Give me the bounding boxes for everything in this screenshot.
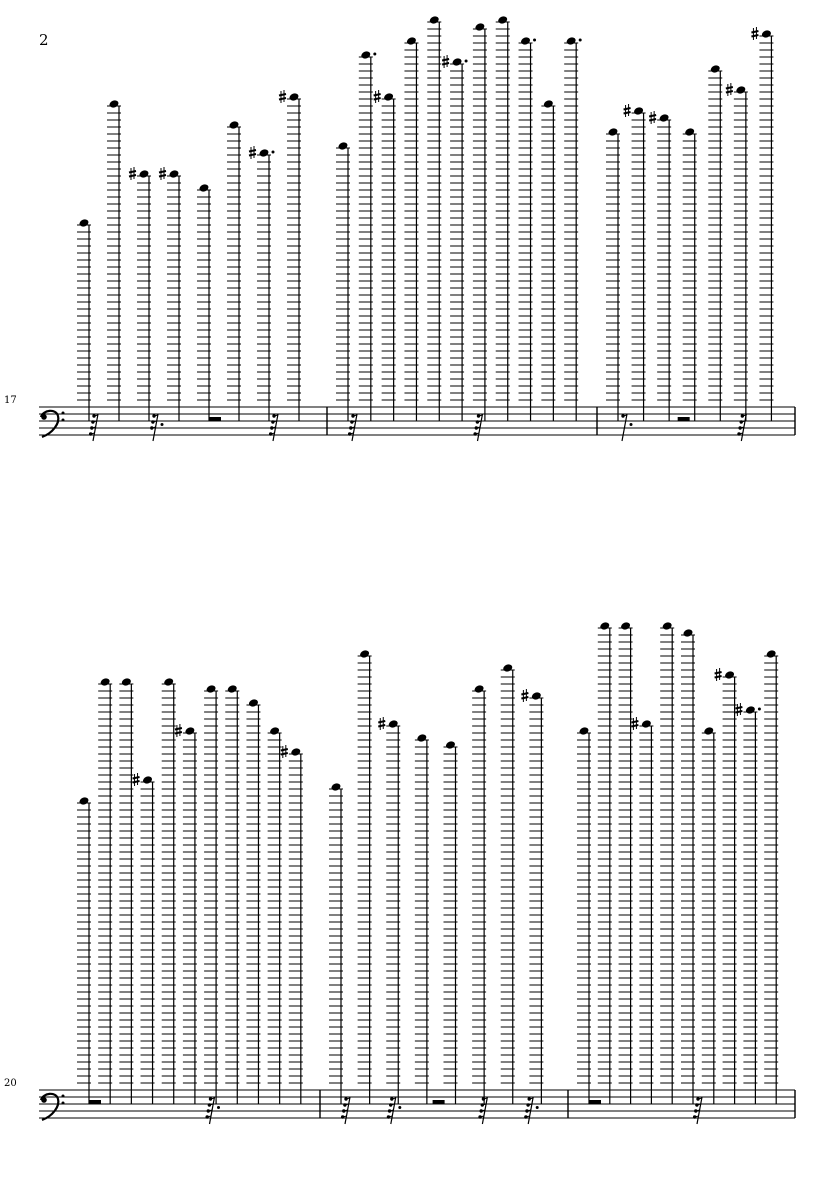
note <box>726 83 748 421</box>
note-head <box>761 29 772 39</box>
note-head <box>641 719 652 729</box>
note <box>764 649 778 1104</box>
note-head <box>497 15 508 25</box>
rest-half <box>209 417 221 421</box>
note-head <box>79 218 90 228</box>
note <box>598 621 612 1104</box>
augmentation-dot <box>217 1106 220 1109</box>
note <box>336 141 350 421</box>
sharp-sign <box>374 90 381 103</box>
note <box>708 64 722 421</box>
note-head <box>406 36 417 46</box>
note <box>619 621 633 1104</box>
note <box>279 90 301 421</box>
measure-number: 20 <box>4 1078 17 1089</box>
note-head <box>206 684 217 694</box>
note-head <box>543 99 554 109</box>
note <box>204 684 218 1104</box>
note <box>77 218 91 421</box>
note-head <box>331 782 342 792</box>
sharp-sign <box>726 83 733 96</box>
note <box>631 717 653 1104</box>
note <box>358 649 372 1104</box>
clef-dot <box>62 419 65 422</box>
note-head <box>724 670 735 680</box>
note-head <box>579 726 590 736</box>
note-head <box>566 36 577 46</box>
sharp-sign <box>715 668 722 681</box>
bass-clef <box>41 1094 65 1120</box>
note <box>246 698 260 1104</box>
note-head <box>502 663 513 673</box>
note <box>501 663 515 1104</box>
measure <box>577 621 778 1124</box>
note <box>98 677 112 1104</box>
sharp-sign <box>624 104 631 117</box>
note-head <box>662 621 673 631</box>
note <box>159 167 181 421</box>
note-head <box>229 120 240 130</box>
note <box>473 22 487 421</box>
note-head <box>360 50 371 60</box>
note <box>119 677 133 1104</box>
note <box>660 621 674 1104</box>
note <box>175 724 197 1104</box>
note <box>359 50 377 421</box>
sharp-sign <box>751 27 758 40</box>
note <box>442 55 468 421</box>
augmentation-dot <box>465 60 468 63</box>
note <box>521 689 543 1104</box>
note-head <box>633 106 644 116</box>
note <box>519 36 537 421</box>
augmentation-dot <box>579 39 582 42</box>
note-head <box>735 85 746 95</box>
rest-half <box>89 1100 101 1104</box>
augmentation-dot <box>272 151 275 154</box>
note-head <box>474 22 485 32</box>
note <box>444 740 458 1104</box>
note-head <box>745 705 756 715</box>
note-head <box>79 796 90 806</box>
sharp-sign <box>649 111 656 124</box>
sharp-sign <box>133 773 140 786</box>
note <box>197 183 211 421</box>
note <box>649 111 671 421</box>
sharp-sign <box>129 167 136 180</box>
note <box>577 726 591 1104</box>
note <box>77 796 91 1104</box>
note-head <box>338 141 349 151</box>
note <box>329 782 343 1104</box>
note-head <box>139 169 150 179</box>
note-head <box>659 113 670 123</box>
augmentation-dot <box>758 708 761 711</box>
note <box>683 127 697 421</box>
note-head <box>620 621 631 631</box>
staff-system-2 <box>4 621 795 1124</box>
note-head <box>383 92 394 102</box>
augmentation-dot <box>630 423 633 426</box>
measure <box>77 677 303 1124</box>
sharp-sign <box>175 724 182 737</box>
sharp-sign <box>378 717 385 730</box>
note-head <box>683 628 694 638</box>
note-head <box>703 726 714 736</box>
note-head <box>608 127 619 137</box>
note <box>378 717 400 1104</box>
note-head <box>429 15 440 25</box>
measure <box>77 90 301 441</box>
sharp-sign <box>281 745 288 758</box>
note-head <box>121 677 132 687</box>
note-head <box>531 691 542 701</box>
note <box>751 27 773 421</box>
note <box>472 684 486 1104</box>
note <box>225 684 239 1104</box>
note <box>606 127 620 421</box>
note-head <box>227 684 238 694</box>
measure <box>606 27 773 441</box>
measure <box>329 649 543 1124</box>
note <box>564 36 582 421</box>
note <box>268 726 282 1104</box>
note-head <box>259 148 270 158</box>
clef-dot <box>62 1095 65 1098</box>
note-head <box>445 740 456 750</box>
note <box>496 15 510 421</box>
clef-dot <box>62 1102 65 1105</box>
note-head <box>416 733 427 743</box>
rest-half <box>433 1100 445 1104</box>
sharp-sign <box>159 167 166 180</box>
note <box>541 99 555 421</box>
note-head <box>169 169 180 179</box>
augmentation-dot <box>533 39 536 42</box>
note <box>702 726 716 1104</box>
note-head <box>199 183 210 193</box>
note-head <box>359 649 370 659</box>
note-head <box>766 649 777 659</box>
note-head <box>452 57 463 67</box>
sharp-sign <box>279 90 286 103</box>
augmentation-dot <box>373 53 376 56</box>
sharp-sign <box>249 146 256 159</box>
note <box>281 745 303 1104</box>
note-head <box>290 747 301 757</box>
staff-system-1 <box>4 15 795 441</box>
note <box>249 146 275 421</box>
note <box>227 120 241 421</box>
note-head <box>142 775 153 785</box>
note-head <box>474 684 485 694</box>
note <box>715 668 737 1104</box>
rest-half <box>678 417 690 421</box>
measure-number: 17 <box>4 395 17 406</box>
note-head <box>269 726 280 736</box>
note <box>374 90 396 421</box>
note-head <box>520 36 531 46</box>
note-head <box>109 99 120 109</box>
note-head <box>184 726 195 736</box>
bass-clef <box>41 411 65 437</box>
clef-dot <box>62 412 65 415</box>
note <box>107 99 121 421</box>
note-head <box>248 698 259 708</box>
note <box>681 628 695 1104</box>
note <box>427 15 441 421</box>
note-head <box>100 677 111 687</box>
note-head <box>388 719 399 729</box>
note-head <box>599 621 610 631</box>
note-head <box>163 677 174 687</box>
note <box>624 104 646 421</box>
note <box>735 703 761 1104</box>
note <box>415 733 429 1104</box>
augmentation-dot <box>536 1106 539 1109</box>
rest-half <box>589 1100 601 1104</box>
note <box>162 677 176 1104</box>
note <box>133 773 155 1104</box>
augmentation-dot <box>161 423 164 426</box>
sharp-sign <box>442 55 449 68</box>
measure <box>336 15 582 441</box>
note-head <box>710 64 721 74</box>
page-number: 2 <box>39 31 49 49</box>
note <box>404 36 418 421</box>
sharp-sign <box>521 689 528 702</box>
note-head <box>684 127 695 137</box>
augmentation-dot <box>398 1106 401 1109</box>
note <box>129 167 151 421</box>
note-head <box>289 92 300 102</box>
